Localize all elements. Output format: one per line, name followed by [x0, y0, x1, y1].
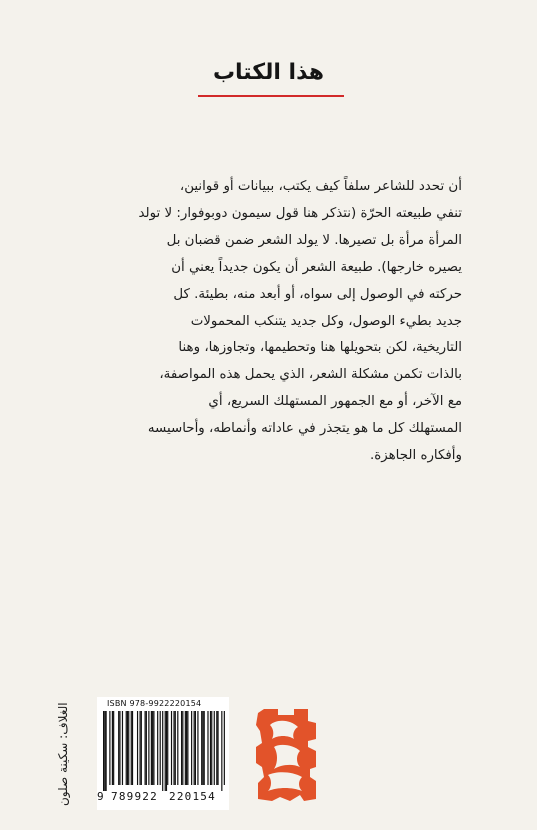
- barcode-digit-first: 9: [97, 790, 104, 803]
- barcode-bar: [141, 711, 142, 785]
- barcode-bar: [197, 711, 198, 785]
- barcode-bar: [221, 711, 222, 791]
- barcode-bar: [210, 711, 211, 785]
- barcode-bar: [109, 711, 110, 785]
- barcode-bar: [195, 711, 196, 785]
- blurb-line: حركته في الوصول إلى سواه، أو أبعد منه، بطيئة. كل: [173, 286, 462, 302]
- barcode-bar: [152, 711, 153, 785]
- blurb-line: جديد بطيء الوصول، وكل جديد يتنكب المحمولات: [190, 313, 462, 329]
- blurb-line: أن تحدد للشاعر سلفاً كيف يكتب، ببيانات أو قوانين،: [179, 179, 462, 194]
- barcode-bar: [119, 711, 120, 785]
- barcode-bar: [122, 711, 123, 785]
- blurb-text: [100, 174, 462, 470]
- barcode-bar: [162, 711, 163, 791]
- barcode-bar: [166, 711, 167, 791]
- barcode-bar: [173, 711, 174, 785]
- blurb-line: المرأة مرأة بل تصيرها. لا يولد الشعر ضمن قضبان بل: [166, 232, 462, 248]
- title-underline: [198, 95, 344, 97]
- page-title: هذا الكتاب: [212, 60, 325, 85]
- barcode-bar: [112, 711, 113, 785]
- barcode-bar: [181, 711, 182, 785]
- barcode-bar: [145, 711, 146, 785]
- barcode-bar: [186, 711, 187, 785]
- barcode-bar: [137, 711, 138, 785]
- cover-credit: الغلاف: سكينة صلون: [56, 702, 70, 806]
- barcode-bar: [128, 711, 129, 785]
- barcode-bar: [160, 711, 161, 785]
- barcode-bar: [148, 711, 149, 785]
- barcode-bar: [201, 711, 202, 785]
- barcode-bar: [139, 711, 140, 785]
- barcode-bar: [224, 711, 225, 785]
- barcode-bar: [217, 711, 218, 785]
- isbn-barcode: [97, 697, 229, 810]
- barcode-bar: [131, 711, 132, 785]
- barcode-bar: [153, 711, 154, 785]
- barcode-bar: [177, 711, 178, 785]
- barcode-bar: [167, 711, 168, 785]
- barcode-bar: [202, 711, 203, 785]
- barcode-bar: [104, 711, 105, 791]
- barcode-bar: [182, 711, 183, 785]
- blurb-line: يصيره خارجها). طبيعة الشعر أن يكون جديداً يعني أن: [171, 259, 462, 275]
- barcode-bar: [146, 711, 147, 785]
- barcode-digits-right: 220154: [169, 790, 216, 803]
- barcode-bar: [165, 711, 166, 791]
- barcode-bar: [118, 711, 119, 785]
- barcode-bar: [194, 711, 195, 785]
- blurb-line: المستهلك كل ما هو يتجذر في عاداته وأنماطه، وأحاسيسه: [147, 421, 462, 437]
- barcode-bar: [171, 711, 172, 785]
- barcode-bar: [113, 711, 114, 785]
- barcode-bar: [207, 711, 208, 785]
- blurb-line: وأفكاره الجاهزة.: [369, 448, 462, 464]
- barcode-bar: [214, 711, 215, 785]
- barcode-bar: [103, 711, 104, 791]
- publisher-logo: [250, 705, 322, 805]
- barcode-bar: [132, 711, 133, 785]
- barcode-bar: [187, 711, 188, 785]
- barcode-bar: [106, 711, 107, 791]
- blurb-line: التاريخية، لكن بتحويلها هنا وتحطيمها، وتجاوزها، وهنا: [178, 340, 462, 356]
- blurb-line: مع الآخر، أو مع الجمهور المستهلك السريع، أي: [208, 394, 462, 410]
- blurb-line: تنفي طبيعته الحرّة (نتذكر هنا قول سيمون دوبوفوار: لا تولد: [138, 205, 462, 221]
- barcode-bar: [211, 711, 212, 785]
- isbn-label: ISBN 978-9922220154: [107, 699, 202, 708]
- barcode-bar: [127, 711, 128, 785]
- barcode-bars: [103, 711, 225, 791]
- barcode-bar: [151, 711, 152, 785]
- barcode-digits-left: 789922: [111, 790, 158, 803]
- barcode-bar: [185, 711, 186, 785]
- blurb-line: بالذات تكمن مشكلة الشعر، الذي يحمل هذه المواصفة،: [159, 367, 462, 383]
- barcode-bar: [126, 711, 127, 785]
- barcode-bar: [216, 711, 217, 785]
- barcode-bar: [191, 711, 192, 785]
- barcode-bar: [157, 711, 158, 785]
- barcode-bar: [204, 711, 205, 785]
- barcode-bar: [175, 711, 176, 785]
